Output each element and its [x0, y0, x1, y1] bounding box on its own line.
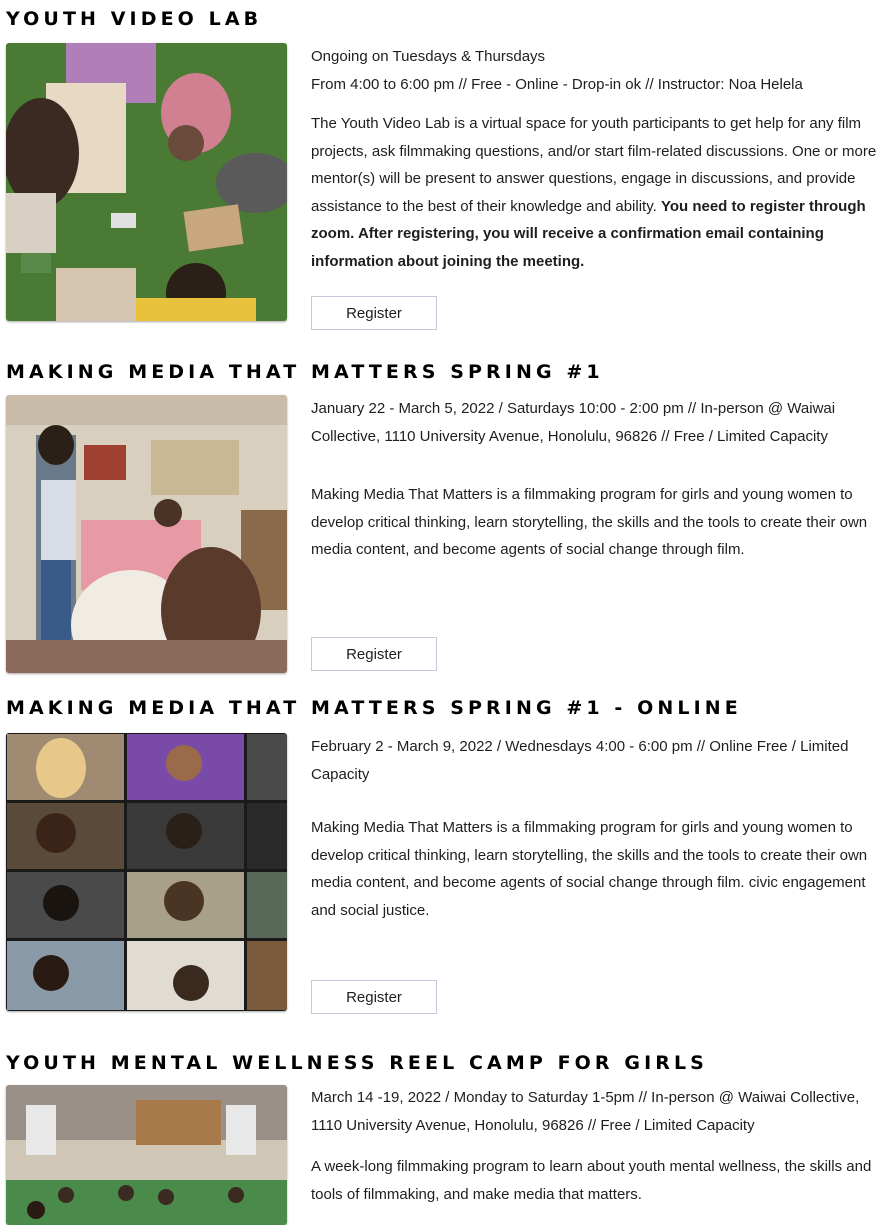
event-making-media-that-matters-spring-1	[0, 340, 895, 680]
event-photo	[6, 1085, 287, 1225]
event-schedule-line: March 14 -19, 2022 / Monday to Saturday 1-5pm // In-person @ Waiwai Collective, 1110 University Avenue, Honolulu, 96826 // Free / Limited Capacity	[311, 1089, 860, 1134]
register-button[interactable]: Register	[311, 980, 437, 1014]
event-description-text: A week-long filmmaking program to learn about youth mental wellness, the skills and tools of filmmaking, and make media that matters.	[311, 1158, 872, 1203]
event-schedule-line: From 4:00 to 6:00 pm // Free - Online - Drop-in ok // Instructor: Noa Helela	[311, 75, 803, 93]
event-youth-mental-wellness-reel-camp	[0, 1040, 895, 1220]
event-schedule	[311, 395, 886, 450]
event-schedule	[311, 43, 886, 98]
event-schedule	[311, 1084, 886, 1139]
event-title: MAKING MEDIA THAT MATTERS SPRING #1 - ONLINE	[6, 697, 742, 719]
register-button[interactable]: Register	[311, 296, 437, 330]
event-photo	[6, 733, 287, 1011]
register-button[interactable]: Register	[311, 637, 437, 671]
event-schedule-line: Ongoing on Tuesdays & Thursdays	[311, 48, 546, 65]
event-photo	[6, 43, 287, 321]
event-youth-video-lab	[0, 0, 895, 340]
event-description	[311, 110, 886, 275]
event-title: MAKING MEDIA THAT MATTERS SPRING #1	[6, 361, 604, 383]
event-schedule-line: January 22 - March 5, 2022 / Saturdays 10:00 - 2:00 pm // In-person @ Waiwai Collective, 1110 University Avenue, Honolulu, 96826 // Free / Limited Capacity	[311, 400, 836, 445]
event-description	[311, 814, 886, 924]
event-making-media-that-matters-spring-1-online	[0, 680, 895, 1040]
event-description-text: Making Media That Matters is a filmmaking program for girls and young women to develop critical thinking, learn storytelling, the skills and the tools to create their own media content, and become agents of social change through film. civic engagement and social justice.	[311, 819, 868, 919]
event-title: YOUTH MENTAL WELLNESS REEL CAMP FOR GIRLS	[6, 1052, 708, 1074]
event-photo	[6, 395, 287, 673]
event-description-emphasis: You need to register through zoom. After registering, you will receive a confirmation email containing information about joining the meeting.	[311, 197, 866, 270]
event-description	[311, 1153, 886, 1208]
event-description-text: Making Media That Matters is a filmmaking program for girls and young women to develop critical thinking, learn storytelling, the skills and the tools to create their own media content, and become agents of social change through film.	[311, 486, 868, 558]
event-schedule	[311, 733, 886, 788]
event-description	[311, 481, 886, 564]
event-title: YOUTH VIDEO LAB	[6, 8, 263, 30]
event-schedule-line: February 2 - March 9, 2022 / Wednesdays 4:00 - 6:00 pm // Online Free / Limited Capacity	[311, 738, 849, 783]
event-description-text: The Youth Video Lab is a virtual space for youth participants to get help for any film projects, ask filmmaking questions, and/or start film-related discussions. One or more mentor(s) will be present to answer questions, engage in discussions, and provide assistance to the best of their knowledge and ability.	[311, 115, 877, 215]
